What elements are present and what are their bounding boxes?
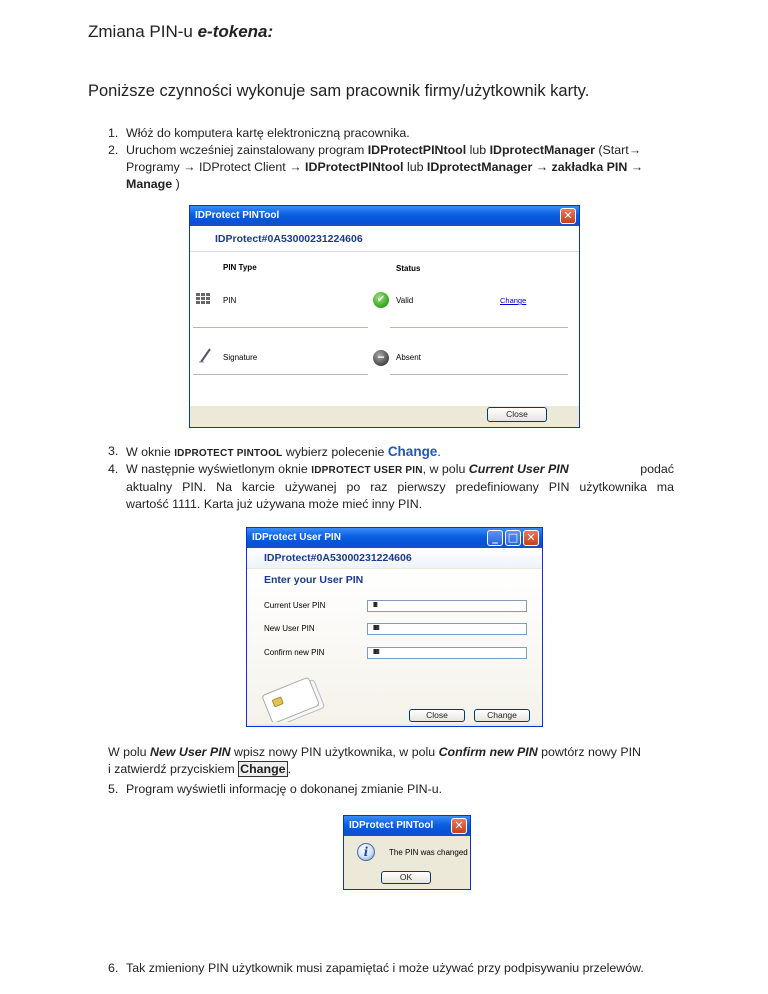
- row-pin-type: PIN: [223, 296, 237, 305]
- step-5-number: 5.: [108, 782, 119, 796]
- pen-icon: [198, 347, 212, 363]
- step-6-number: 6.: [108, 961, 119, 975]
- minimize-icon[interactable]: _: [487, 530, 503, 546]
- arrow-icon: →: [289, 160, 302, 174]
- divider: [193, 374, 368, 375]
- intro-text: Poniższe czynności wykonuje sam pracownik firmy/użytkownik karty.: [88, 82, 590, 100]
- pintool-titlebar: IDProtect PINTool ✕: [190, 206, 579, 226]
- confirm-pin-input[interactable]: IIIIII: [367, 647, 527, 659]
- new-pin-input[interactable]: IIIIII: [367, 623, 527, 635]
- row-signature-status: Absent: [396, 353, 421, 362]
- close-icon[interactable]: ✕: [560, 208, 576, 224]
- note-text: W polu New User PIN wpisz nowy PIN użytkownika, w polu Confirm new PIN powtórz nowy PIN i zatwierdź przyciskiem Change .: [108, 745, 641, 776]
- row-signature-type: Signature: [223, 353, 258, 362]
- step-1-number: 1.: [108, 126, 119, 140]
- step-6-text: Tak zmieniony PIN użytkownik musi zapamiętać i może używać przy podpisywaniu przelewów.: [126, 961, 644, 975]
- minus-icon: −: [373, 350, 389, 366]
- step-4-text: W następnie wyświetlonym oknie IDPROTECT USER PIN, w polu Current User PIN podać aktualny PIN. Na karcie używanej po raz pierwszy predefiniowany PIN użytkownika ma wartość 1111. Karta już używana może mieć inny PIN.: [126, 462, 674, 511]
- userpin-panel: [247, 569, 542, 724]
- step-4-number: 4.: [108, 462, 119, 476]
- change-button[interactable]: Change: [474, 709, 530, 722]
- maximize-icon[interactable]: □: [505, 530, 521, 546]
- pintool-panel: [190, 226, 579, 406]
- divider: [190, 251, 579, 252]
- row-pin-status: Valid: [396, 296, 414, 305]
- arrow-icon: →: [535, 160, 549, 174]
- step-3-text: W oknie IDPROTECT PINTOOL wybierz polecenie Change.: [126, 444, 441, 459]
- ok-button[interactable]: OK: [381, 871, 431, 884]
- step-1-text: Włóż do komputera kartę elektroniczną pracownika.: [126, 126, 410, 140]
- close-icon[interactable]: ✕: [523, 530, 539, 546]
- page-title: Zmiana PIN-u e-tokena:: [88, 22, 274, 41]
- keypad-icon: [195, 292, 211, 306]
- change-pin-link[interactable]: Change: [500, 296, 527, 305]
- smartcard-icon: [259, 674, 329, 722]
- userpin-header: [247, 548, 542, 568]
- message-text: The PIN was changed: [389, 848, 468, 857]
- device-id: IDProtect#0A53000231224606: [215, 233, 363, 245]
- userpin-window: [246, 527, 543, 727]
- divider: [390, 327, 568, 328]
- pintool-window: [189, 205, 580, 428]
- divider: [193, 327, 368, 328]
- arrow-icon: →: [630, 160, 644, 174]
- divider: [390, 374, 568, 375]
- arrow-icon: →: [183, 160, 196, 174]
- message-titlebar: IDProtect PINTool ✕: [344, 816, 470, 836]
- col-status: Status: [396, 264, 421, 273]
- new-pin-label: New User PIN: [264, 624, 315, 633]
- arrow-icon: →: [628, 143, 642, 157]
- message-window: [343, 815, 471, 890]
- close-icon[interactable]: ✕: [451, 818, 467, 834]
- step-2-number: 2.: [108, 143, 119, 157]
- confirm-pin-label: Confirm new PIN: [264, 648, 325, 657]
- step-2-text: Uruchom wcześniej zainstalowany program IDProtectPINtool lub IDprotectManager (Start→ Programy → IDProtect Client → IDProtectPINtool lub IDprotectManager → zakładka PIN → Manage ): [126, 143, 644, 191]
- step-3-number: 3.: [108, 444, 119, 458]
- step-5-text: Program wyświetli informację o dokonanej zmianie PIN-u.: [126, 782, 443, 796]
- close-button[interactable]: Close: [487, 407, 547, 422]
- current-pin-label: Current User PIN: [264, 601, 326, 610]
- change-button-ref: Change: [240, 762, 286, 776]
- userpin-titlebar: IDProtect User PIN _ □ ✕: [247, 528, 542, 548]
- close-button[interactable]: Close: [409, 709, 465, 722]
- current-pin-input[interactable]: IIII: [367, 600, 527, 612]
- enter-pin-heading: Enter your User PIN: [264, 574, 364, 586]
- device-id: IDProtect#0A53000231224606: [264, 552, 412, 564]
- col-pin-type: PIN Type: [223, 263, 257, 272]
- check-icon: ✔: [373, 292, 389, 308]
- info-icon: i: [357, 843, 375, 861]
